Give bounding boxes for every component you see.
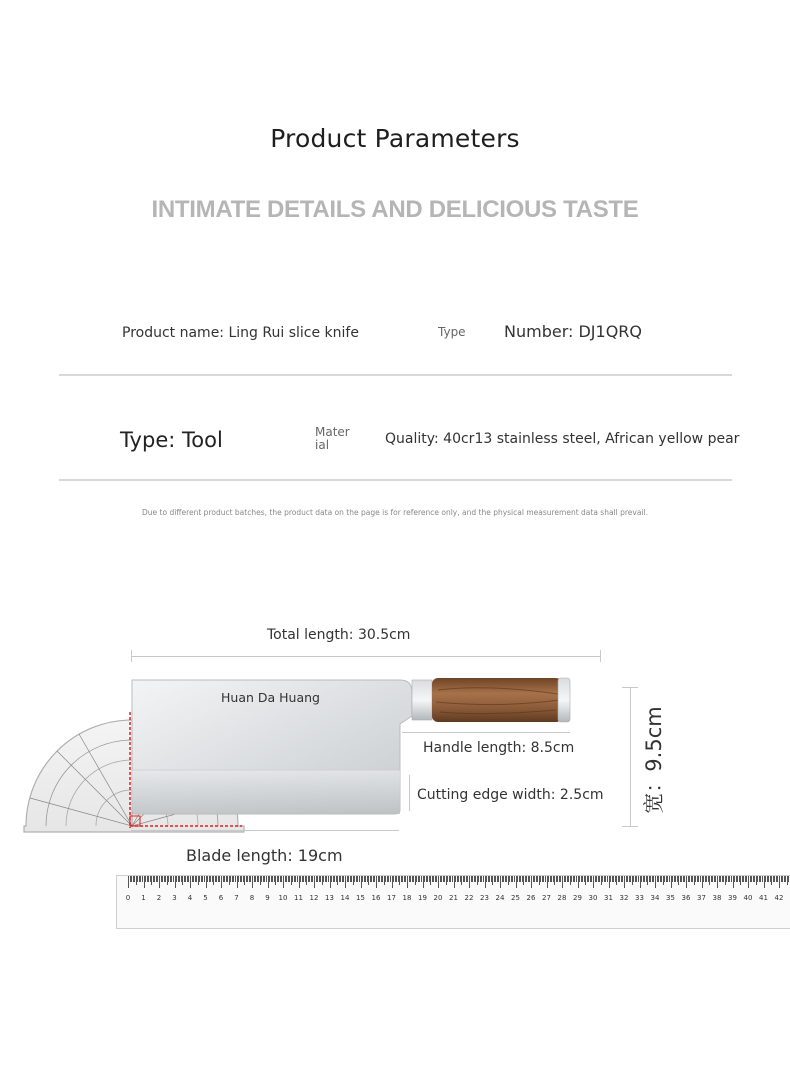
ruler-number: 3 — [172, 894, 177, 902]
ruler-number: 12 — [309, 894, 319, 902]
blade-length-label: Blade length: 19cm — [186, 846, 343, 865]
width-label: 宽：9.5cm — [642, 706, 666, 814]
width-line — [630, 687, 631, 827]
total-length-tick-right — [600, 650, 601, 662]
width-tick-top — [622, 687, 638, 688]
type-small-label: Type — [438, 325, 466, 339]
divider-2 — [59, 479, 732, 481]
ruler-number: 25 — [511, 894, 520, 902]
ruler-number: 38 — [712, 894, 722, 902]
ruler-number: 22 — [464, 894, 474, 902]
ruler-number: 11 — [294, 894, 303, 902]
material-label-line1: Mater — [315, 425, 350, 439]
ruler-number: 9 — [265, 894, 270, 902]
product-number: Number: DJ1QRQ — [504, 322, 642, 341]
ruler-number: 14 — [340, 894, 350, 902]
ruler-number: 30 — [588, 894, 598, 902]
ruler-number: 42 — [774, 894, 784, 902]
ruler-number: 35 — [666, 894, 675, 902]
handle-length-label: Handle length: 8.5cm — [423, 740, 575, 756]
ruler-number: 8 — [249, 894, 255, 902]
ruler-number: 34 — [650, 894, 660, 902]
ruler-number: 23 — [480, 894, 489, 902]
ruler-number: 7 — [234, 894, 239, 902]
ruler-number: 28 — [557, 894, 567, 902]
ruler-number: 2 — [156, 894, 162, 902]
ruler-number: 29 — [573, 894, 582, 902]
ruler-number: 24 — [495, 894, 505, 902]
ruler — [116, 875, 790, 929]
cutting-edge-label: Cutting edge width: 2.5cm — [417, 787, 604, 803]
ruler-number: 18 — [402, 894, 412, 902]
product-type: Type: Tool — [120, 428, 223, 452]
ruler-number: 33 — [635, 894, 644, 902]
divider-1 — [59, 374, 732, 376]
disclaimer-note: Due to different product batches, the product data on the page is for reference only, and the physical measurement data shall prevail. — [142, 508, 648, 517]
ruler-number: 36 — [681, 894, 691, 902]
ruler-number: 6 — [218, 894, 224, 902]
ruler-number: 26 — [526, 894, 536, 902]
ruler-number: 10 — [278, 894, 288, 902]
ruler-number: 40 — [743, 894, 753, 902]
page-subtitle: INTIMATE DETAILS AND DELICIOUS TASTE — [151, 196, 639, 223]
ruler-number: 0 — [125, 894, 131, 902]
total-length-line — [131, 656, 601, 657]
ruler-number: 27 — [542, 894, 551, 902]
ruler-number: 32 — [619, 894, 629, 902]
ruler-number: 31 — [604, 894, 613, 902]
total-length-label: Total length: 30.5cm — [267, 627, 411, 643]
material-quality: Quality: 40cr13 stainless steel, African yellow pear — [385, 431, 740, 447]
ruler-number: 4 — [187, 894, 193, 902]
ruler-number: 16 — [371, 894, 381, 902]
ruler-number: 1 — [141, 894, 146, 902]
width-tick-bottom — [622, 826, 638, 827]
ruler-number: 19 — [418, 894, 427, 902]
ruler-number: 13 — [325, 894, 334, 902]
ruler-number: 21 — [449, 894, 458, 902]
material-label-line2: ial — [315, 438, 330, 452]
product-name: Product name: Ling Rui slice knife — [122, 325, 359, 341]
ruler-number: 15 — [356, 894, 365, 902]
brand-mark: Huan Da Huang — [221, 690, 320, 705]
ruler-number: 41 — [759, 894, 768, 902]
ruler-number: 5 — [203, 894, 208, 902]
ruler-number: 20 — [433, 894, 443, 902]
total-length-tick-left — [131, 650, 132, 662]
ruler-number: 17 — [387, 894, 396, 902]
cutting-edge-line — [409, 775, 410, 811]
blade-length-line — [131, 830, 399, 831]
ruler-tick — [788, 876, 789, 882]
ruler-number: 37 — [697, 894, 706, 902]
handle-length-line — [402, 732, 570, 733]
page-title: Product Parameters — [270, 124, 520, 153]
ruler-number: 39 — [728, 894, 737, 902]
material-label — [315, 426, 350, 452]
